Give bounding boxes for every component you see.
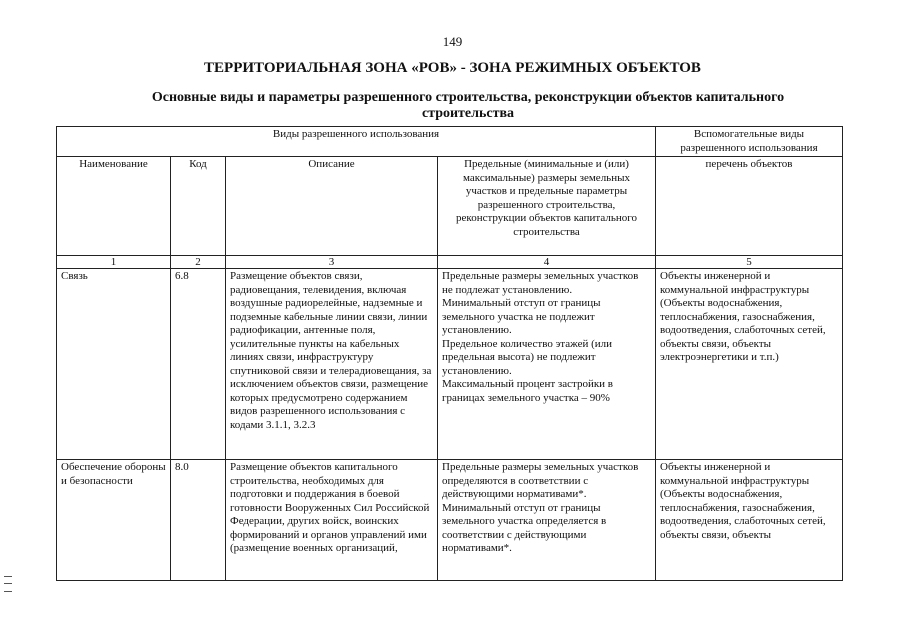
row-params: Предельные размеры земельных участков не подлежат установлению. Минимальный отступ от границы земельного участка не подлежит установлению. Предельное количество этажей (или предельная высота) не подлежит установлению. Максимальный процент застройки в границах земельного участка – 90% xyxy=(438,269,656,460)
page-number: 149 xyxy=(442,34,463,49)
column-number-row xyxy=(57,256,843,269)
main-uses-header: Виды разрешенного использования xyxy=(57,127,656,157)
row-name: Связь xyxy=(57,269,171,460)
column-number: 1 xyxy=(57,256,171,269)
column-header-description: Описание xyxy=(226,157,438,256)
column-number: 5 xyxy=(656,256,843,269)
column-header-name: Наименование xyxy=(57,157,171,256)
aux-uses-header: Вспомогательные виды разрешенного использования xyxy=(656,127,843,157)
row-description: Размещение объектов связи, радиовещания, телевидения, включая воздушные радиорелейные, надземные и подземные кабельные линии связи, линии радиофикации, антенные поля, усилительные пункты на кабельных линиях связи, инфраструктуру спутниковой связи и телерадиовещания, за исключением объектов связи, размещение которых предусмотрено содержанием видов разрешенного использования с кодами 3.1.1, 3.2.3 xyxy=(226,269,438,460)
margin-binding-mark xyxy=(4,576,12,592)
zoning-table xyxy=(56,126,843,581)
table-row xyxy=(57,269,843,460)
table-column-header-row xyxy=(57,157,843,256)
row-aux: Объекты инженерной и коммунальной инфраструктуры (Объекты водоснабжения, теплоснабжения, газоснабжения, водоотведения, слаботочных сетей, объекты связи, объекты xyxy=(656,460,843,581)
column-header-code: Код xyxy=(171,157,226,256)
row-name: Обеспечение обороны и безопасности xyxy=(57,460,171,581)
table-row xyxy=(57,460,843,581)
document-subtitle: Основные виды и параметры разрешенного строительства, реконструкции объектов капитального строительства xyxy=(151,90,785,121)
column-number: 3 xyxy=(226,256,438,269)
row-code: 8.0 xyxy=(171,460,226,581)
row-code: 6.8 xyxy=(171,269,226,460)
column-header-aux-list: перечень объектов xyxy=(656,157,843,256)
column-header-params: Предельные (минимальные и (или) максимальные) размеры земельных участков и предельные параметры разрешенного строительства, реконструкции объектов капитального строительства xyxy=(438,157,656,256)
document-title: ТЕРРИТОРИАЛЬНАЯ ЗОНА «РОВ» - ЗОНА РЕЖИМНЫХ ОБЪЕКТОВ xyxy=(204,60,701,76)
row-aux: Объекты инженерной и коммунальной инфраструктуры (Объекты водоснабжения, теплоснабжения, газоснабжения, водоотведения, слаботочных сетей, объекты связи, объекты электроэнергетики и т.п.) xyxy=(656,269,843,460)
table-group-header-row xyxy=(57,127,843,157)
row-params: Предельные размеры земельных участков определяются в соответствии с действующими нормативами*. Минимальный отступ от границы земельного участка определяется в соответствии с действующими нормативами*. xyxy=(438,460,656,581)
row-description: Размещение объектов капитального строительства, необходимых для подготовки и поддержания в боевой готовности Вооруженных Сил Российской Федерации, других войск, воинских формирований и органов управлений ими (размещение военных организаций, xyxy=(226,460,438,581)
column-number: 4 xyxy=(438,256,656,269)
column-number: 2 xyxy=(171,256,226,269)
